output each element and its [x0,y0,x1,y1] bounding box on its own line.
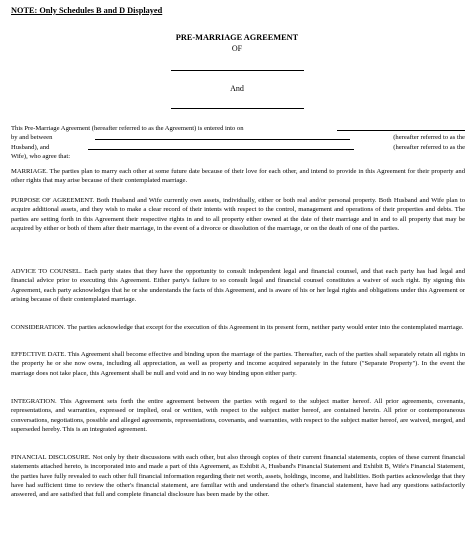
section-heading: EFFECTIVE DATE. [11,351,67,358]
wife-reference-text: (hereafter referred to as the [393,143,465,151]
section-text: This Agreement shall become effective and binding upon the marriage of the parties. Thereafter, each of the parties shall separately retain all rights in the property he or she now owns, including all appreciation, as well as property and income acquired separately in the future ("Separate Property"). In the event the marriage does not take place, this Agreement shall be null and void and in no way binding upon either party. [11,351,465,377]
section-text: The parties plan to marry each other at some future date because of their love for each other, and intend to provide in this Agreement for their property and other rights that may arise because of their contemplated marriage. [11,168,466,185]
of-label: OF [231,44,243,53]
section-heading: MARRIAGE. [11,168,48,175]
document-title: PRE-MARRIAGE AGREEMENT [175,33,299,42]
section-text: Both Husband and Wife currently own assets, individually, either or both real and/or personal property. Both Husband and Wife plan to acquire additional assets, and they wish to make a clear record of their intents with respect to the control, management and operations of their properties and debts. The parties are setting forth in this Agreement their respective rights in and to all property either owned at the date of their marriage and in and to all property that may be acquired by either or both of them after their marriage, in the event of a divorce or dissolution of the marriage, or on the death of one of the parties. [11,197,465,233]
section-heading: INTEGRATION. [11,398,57,405]
section-text: This Agreement sets forth the entire agreement between the parties with regard to the subject matter hereof. All prior agreements, covenants, representations, and warranties, expressed or implied, oral or written, with respect to the subject matter hereof, are contained herein. All prior or contemporaneous conversations, negotiations, possible and alleged agreements, representations, covenants, and warranties, with respect to the subject matter hereof, are waived, merged, and superseded hereby. This is an integrated agreement. [11,398,465,434]
section-heading: CONSIDERATION. [11,324,66,331]
marriage-section [11,167,465,186]
section-text: Each party states that they have the opportunity to consult independent legal and financial counsel, and that each party has had legal and financial advice prior to executing this Agreement. Either party's failure to so consult legal and financial counsel constitutes a waiver of such right. By signing this Agreement, each party acknowledges that he or she understands the facts of this Agreement, and is aware of his or her legal rights and obligations under this Agreement or arising because of their contemplated marriage. [11,268,466,304]
advice-section [11,267,465,304]
section-text: The parties acknowledge that except for the execution of this Agreement in its present form, neither party would enter into the contemplated marriage. [66,324,464,331]
intro-line-2 [11,133,465,142]
party-one-name-line [171,70,304,71]
effective-date-section [11,350,465,378]
section-heading: PURPOSE OF AGREEMENT. [11,197,95,204]
section-heading: FINANCIAL DISCLOSURE. [11,454,91,461]
consideration-section [11,323,465,332]
section-text: Not only by their discussions with each other, but also through copies of their current financial statements, copies of these current financial statements attached hereto, is incorporated into and made a part of this Agreement, as Exhibit A, Husband's Financial Statement and Exhibit B, Wife's Financial Statement, the parties have fully revealed to each other full financial information regarding their net worth, assets, holdings, income, and liabilities. Both parties acknowledge that they have had sufficient time to review the other's financial statement, are familiar with and understand the other's financial statement, have had any questions satisfactorily answered, and are satisfied that full and complete financial disclosure has been made by the other. [11,454,465,499]
party-two-name-line [171,108,304,109]
intro-line-3 [11,143,465,152]
purpose-section [11,196,465,233]
husband-name-line [95,133,350,140]
section-heading: ADVICE TO COUNSEL. [11,268,82,275]
by-and-between-text: by and between [11,134,53,142]
integration-section [11,397,465,434]
schedules-note: NOTE: Only Schedules B and D Displayed [11,6,163,15]
husband-reference-text: (hereafter referred to as the [393,134,465,142]
intro-line-1 [11,124,465,133]
intro-text: This Pre-Marriage Agreement (hereafter referred to as the Agreement) is entered into on [11,125,244,132]
financial-disclosure-section [11,453,465,500]
husband-and-text: Husband), and [11,143,50,151]
intro-line-4: Wife), who agree that: [11,153,71,161]
and-label: And [230,84,244,93]
intro-paragraph [11,124,465,161]
wife-name-line [88,143,354,150]
agreement-date-line [337,124,465,131]
